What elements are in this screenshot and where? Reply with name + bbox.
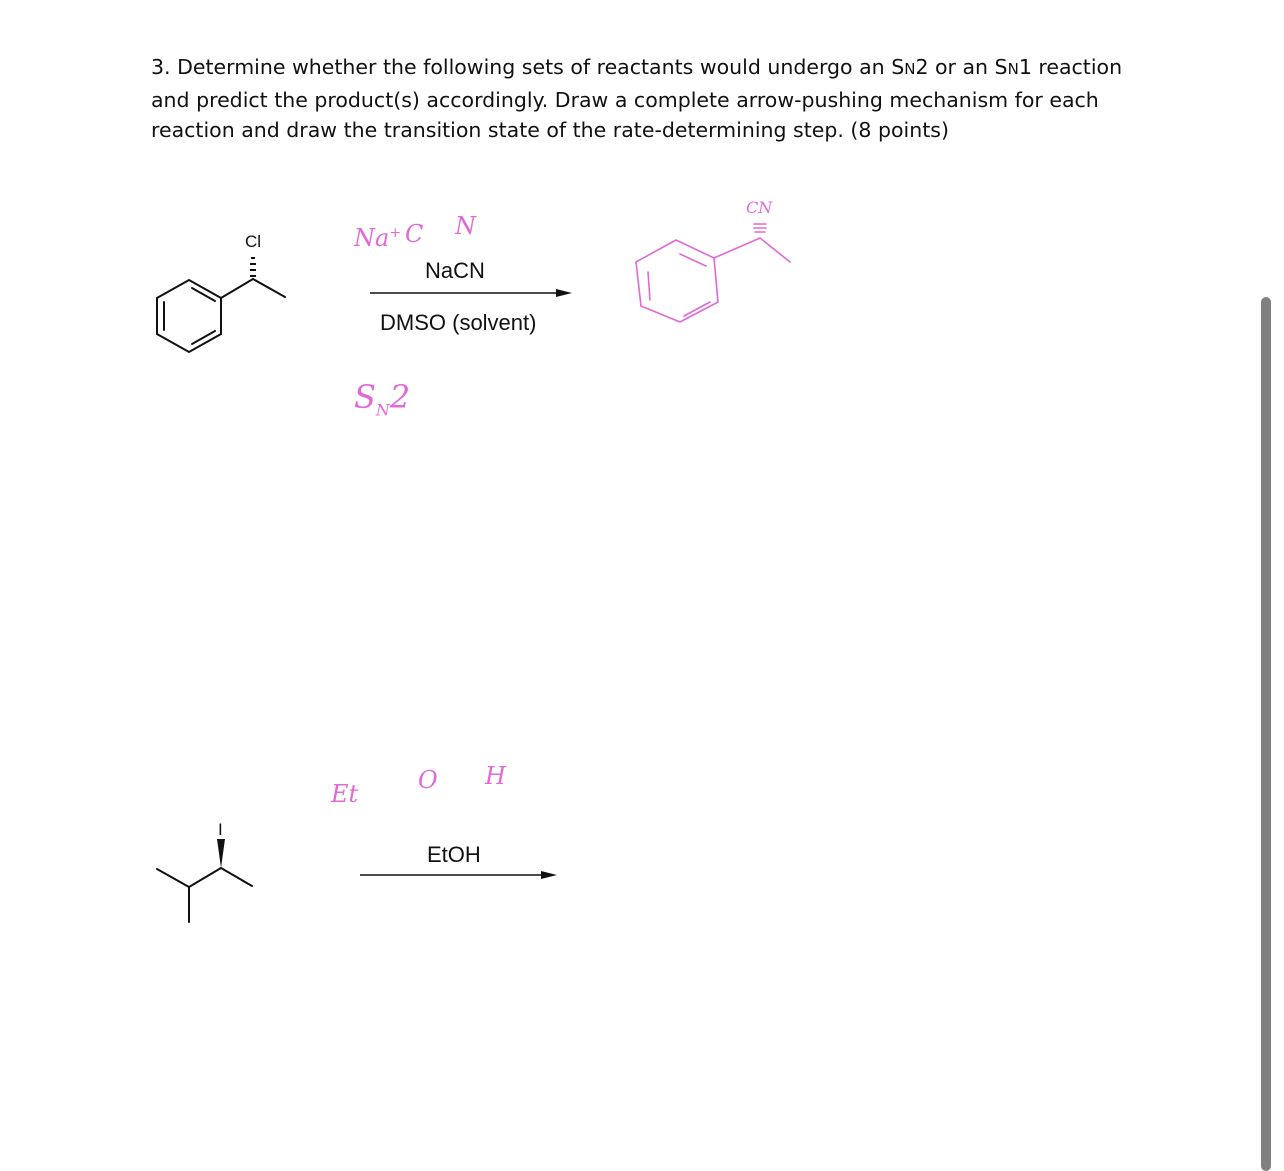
subscript-n-1: N <box>904 60 916 78</box>
arrowhead-2 <box>541 871 557 879</box>
reagent-label-1: NaCN <box>425 258 485 283</box>
reagent-label-2: EtOH <box>427 842 481 867</box>
question-number: 3. <box>151 55 171 79</box>
handwritten-c: C <box>405 220 424 248</box>
handwritten-mechanism-sub: N <box>375 400 390 420</box>
handwritten-et: Et <box>331 780 359 808</box>
arrowhead-1 <box>556 289 572 297</box>
alkyl-skeleton-2 <box>157 868 252 922</box>
vertical-scrollbar[interactable] <box>1261 297 1271 1171</box>
subscript-n-2: N <box>1007 60 1019 78</box>
handwritten-n: N <box>455 212 476 240</box>
handwritten-cn: CN <box>746 198 773 217</box>
handwritten-h: H <box>485 762 506 790</box>
wedge-bond-2 <box>217 839 225 868</box>
iodine-label: I <box>218 820 223 839</box>
benzene-ring-1 <box>157 280 221 352</box>
handwritten-mechanism: $S_N2$ <box>354 378 411 420</box>
handwritten-o: O <box>418 766 438 794</box>
question-text-part-1: Determine whether the following sets of reactants would undergo an S <box>177 55 905 79</box>
handwritten-na: Na+ <box>354 224 402 252</box>
question-text-part-2: 2 or an S <box>915 55 1008 79</box>
chlorine-label: Cl <box>245 232 262 251</box>
handwritten-na-charge: + <box>389 225 402 241</box>
question-text-part-3: 1 reaction and predict the product(s) accordingly. Draw a complete arrow-pushing mechanism for each reaction and draw the transition state of the rate-determining step. (8 points) <box>151 55 1123 142</box>
hashed-wedge-bond-1 <box>250 258 256 276</box>
solvent-label-1: DMSO (solvent) <box>380 310 537 335</box>
handwritten-product <box>636 224 790 322</box>
ethyl-chain-1 <box>221 279 285 298</box>
